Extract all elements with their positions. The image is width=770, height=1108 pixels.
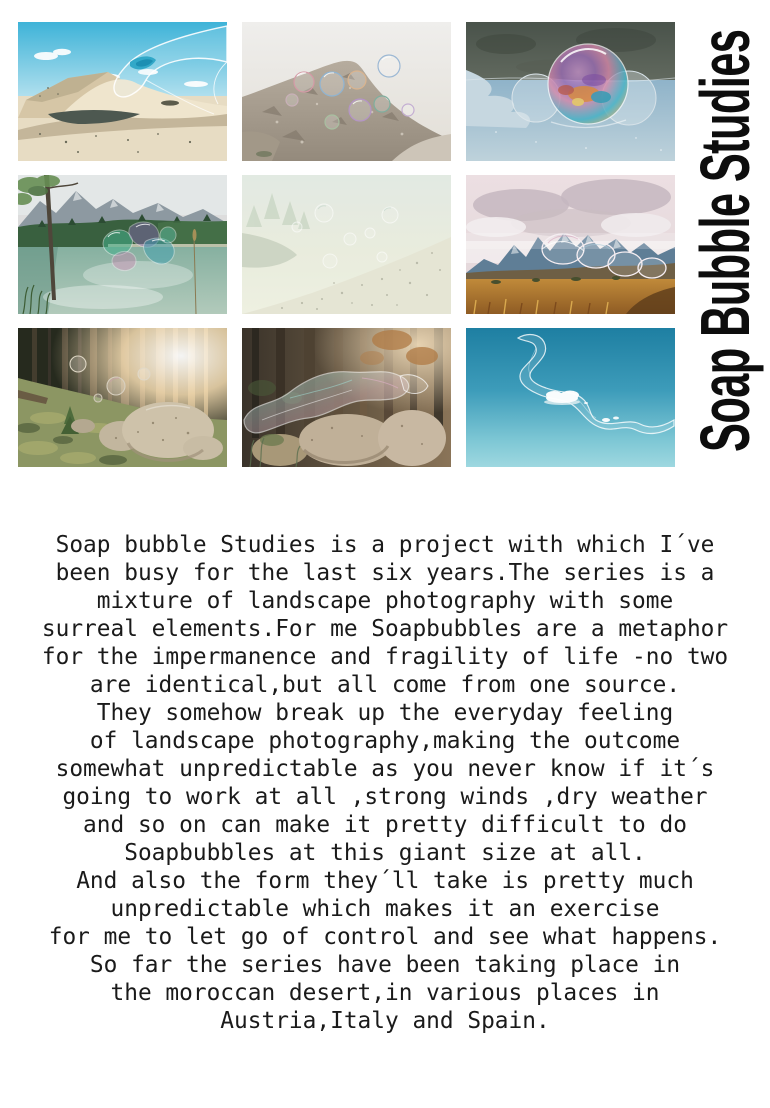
forest-giant-bubble-art	[242, 328, 451, 467]
page-title: Soap Bubble Studies	[686, 29, 764, 452]
description-line: Soap bubble Studies is a project with which I´ve	[55, 532, 715, 558]
description-line: and so on can make it pretty difficult to do	[83, 812, 687, 838]
photo-forest-giant-bubble	[242, 328, 451, 467]
misty-slope-bubbles-art	[242, 175, 451, 314]
description-line: for the impermanence and fragility of life -no two	[41, 644, 729, 670]
description-line: They somehow break up the everyday feeling	[96, 700, 674, 726]
photo-desert-dunes-bubble	[18, 22, 227, 161]
photo-misty-slope-bubbles	[242, 175, 451, 314]
description-line: surreal elements.For me Soapbubbles are a metaphor	[41, 616, 729, 642]
dolomites-bubble-chain-art	[466, 175, 675, 314]
description-line: somewhat unpredictable as you never know if it´s	[55, 756, 715, 782]
description-line: And also the form they´ll take is pretty much	[76, 868, 694, 894]
description-line: of landscape photography,making the outcome	[89, 728, 681, 754]
description-line: the moroccan desert,in various places in	[110, 980, 660, 1006]
photo-bubble-cluster-on-ice	[466, 22, 675, 161]
teal-sky-bubble-art	[466, 328, 675, 467]
photo-foggy-ridge-bubbles	[242, 22, 451, 161]
desert-dunes-bubble-art	[18, 22, 227, 161]
mountain-lake-bubbles-art	[18, 175, 227, 314]
photo-teal-sky-bubble	[466, 328, 675, 467]
bubble-cluster-on-ice-art	[466, 22, 675, 161]
foggy-ridge-bubbles-art	[242, 22, 451, 161]
description-line: mixture of landscape photography with some	[96, 588, 674, 614]
description-line: for me to let go of control and see what happens.	[48, 924, 722, 950]
description-line: Soapbubbles at this giant size at all.	[124, 840, 646, 866]
project-description	[0, 531, 770, 1035]
description-line: unpredictable which makes it an exercise	[110, 896, 660, 922]
forest-rocks-sunburst-art	[18, 328, 227, 467]
description-line: been busy for the last six years.The series is a	[55, 560, 715, 586]
photo-mountain-lake-bubbles	[18, 175, 227, 314]
description-line: So far the series have been taking place in	[89, 952, 681, 978]
photo-gallery	[18, 22, 675, 467]
description-line: Austria,Italy and Spain.	[220, 1008, 550, 1034]
photo-forest-rocks-sunburst	[18, 328, 227, 467]
photo-dolomites-bubble-chain	[466, 175, 675, 314]
description-line: are identical,but all come from one source.	[89, 672, 681, 698]
description-line: going to work at all ,strong winds ,dry weather	[62, 784, 708, 810]
